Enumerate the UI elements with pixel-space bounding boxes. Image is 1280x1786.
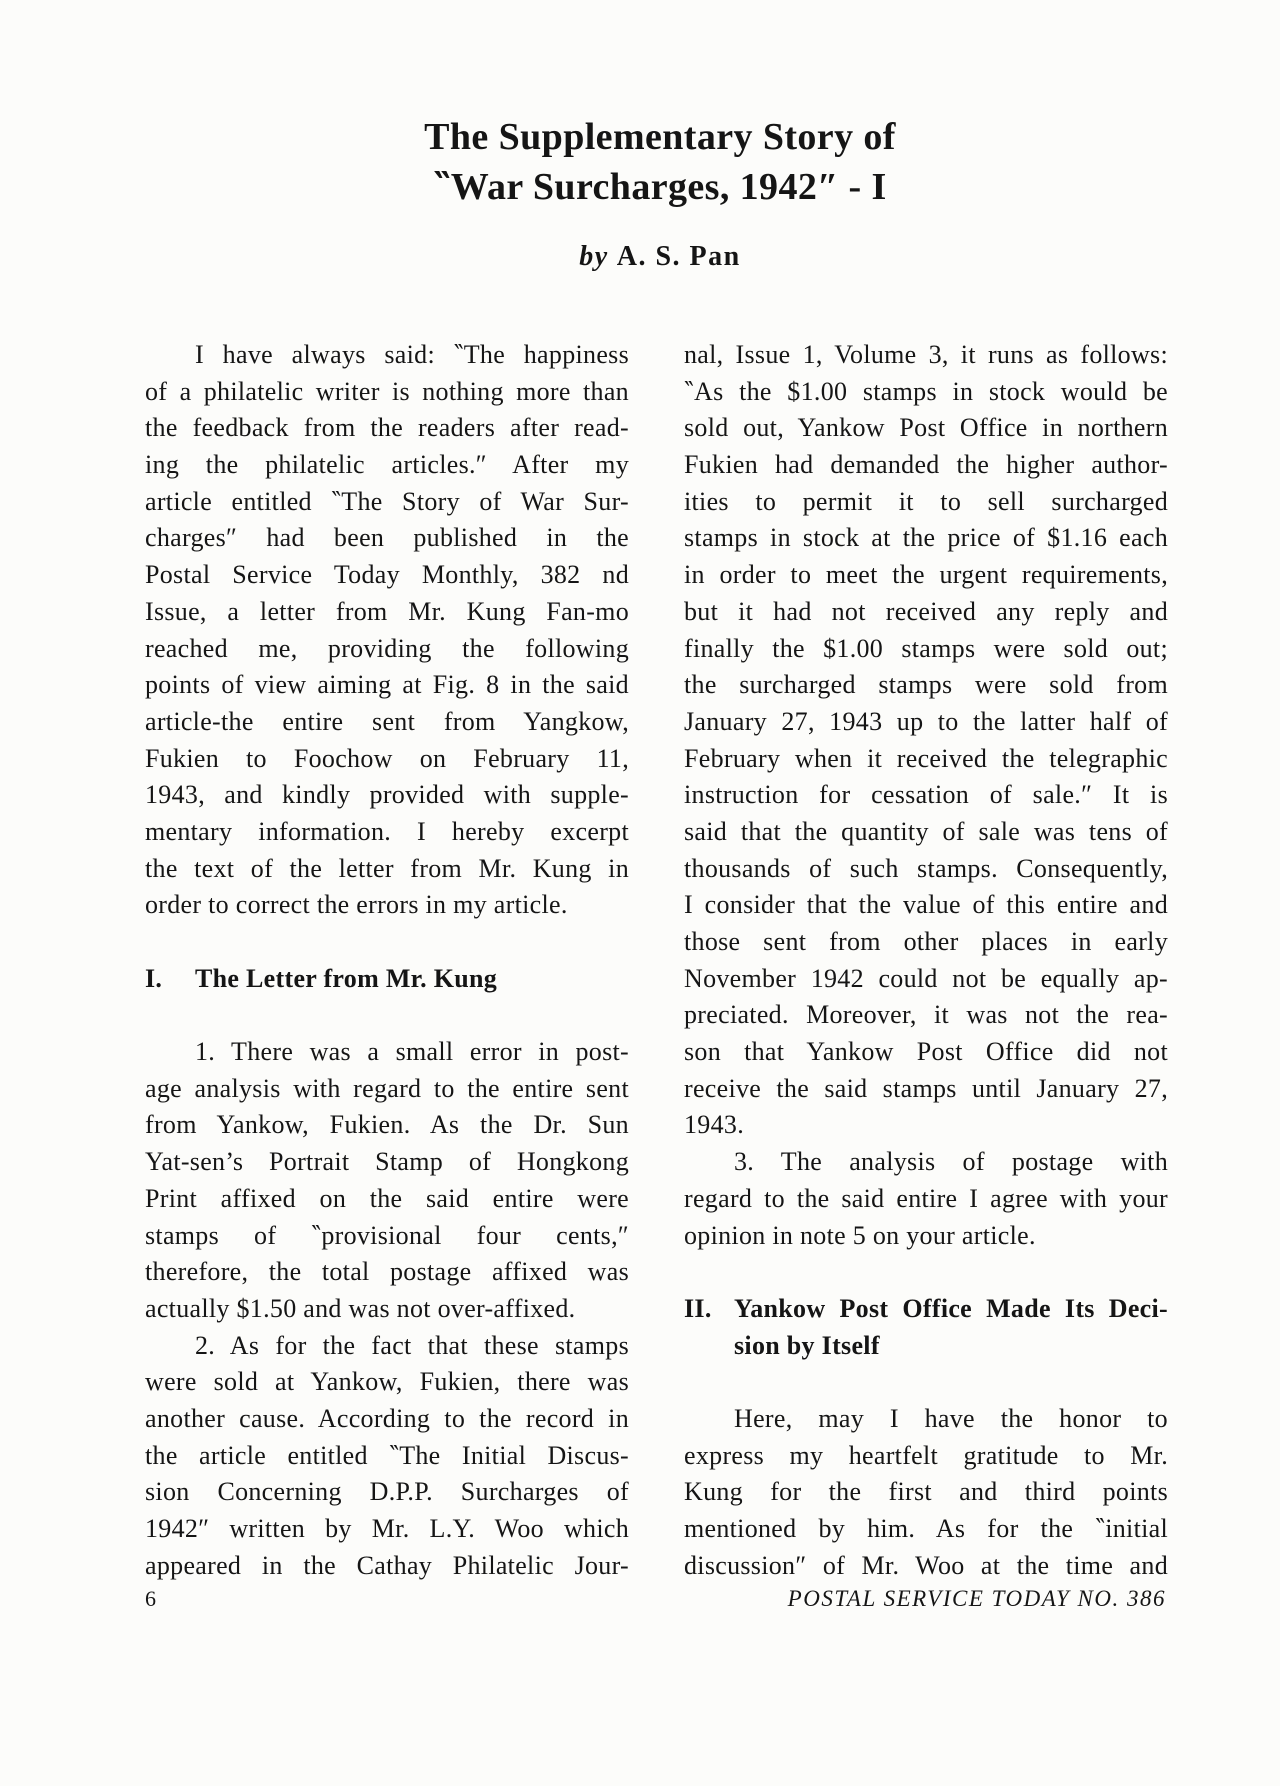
text-line: receive the said stamps until January 27, [684,1073,1168,1103]
text-line: 1942″ written by Mr. L.Y. Woo which [145,1514,629,1543]
text-line: discussion″ of Mr. Woo at the time and [684,1550,1168,1580]
text-line: of a philatelic writer is nothing more than [145,376,629,406]
text-line: article entitled ‶The Story of War Sur- [145,486,629,516]
text-line: mentioned by him. As for the ‶initial [684,1514,1168,1543]
text-line: stamps of ‶provisional four cents,″ [145,1220,629,1250]
text-line: order to correct the errors in my article. [145,890,568,920]
text-line: January 27, 1943 up to the latter half of [684,706,1168,736]
text-line: Print affixed on the said entire were [145,1183,629,1213]
text-line: thousands of such stamps. Consequently, [684,853,1168,883]
text-line: appeared in the Cathay Philatelic Jour- [145,1550,629,1580]
text-line: 1943. [684,1110,744,1140]
paragraph [684,1401,1168,1584]
text-line: I have always said: ‶The happiness [195,340,629,369]
text-line: sold out, Yankow Post Office in northern [684,413,1168,443]
text-line: February when it received the telegraphic [684,743,1168,773]
text-line: Yat-sen’s Portrait Stamp of Hongkong [145,1147,629,1177]
text-line: the feedback from the readers after read- [145,413,629,443]
text-line: mentary information. I hereby excerpt [145,816,629,846]
heading-line: sion by Itself [734,1330,880,1360]
text-line: ‶As the $1.00 stamps in stock would be [684,376,1168,406]
text-line: nal, Issue 1, Volume 3, it runs as follows: [684,340,1168,369]
text-line: sion Concerning D.P.P. Surcharges of [145,1477,629,1507]
article-column-left [145,337,629,1584]
section-heading-text [195,961,629,998]
section-heading [684,1291,1168,1364]
publication-footer: POSTAL SERVICE TODAY NO. 386 [787,1586,1166,1611]
section-number: I. [145,963,163,993]
text-line: ities to permit it to sell surcharged [684,486,1168,516]
title-line: The Supplementary Story of [424,116,896,158]
text-line: age analysis with regard to the entire sent [145,1073,629,1103]
text-line: were sold at Yankow, Fukien, there was [145,1367,629,1397]
author-name: A. S. Pan [616,241,741,272]
text-line: from Yankow, Fukien. As the Dr. Sun [145,1110,629,1140]
text-line: Here, may I have the honor to [734,1403,1168,1433]
text-line: another cause. According to the record in [145,1403,629,1433]
article-column-right [684,337,1168,1584]
text-line: 2. As for the fact that these stamps [195,1330,629,1360]
paragraph [684,337,1168,1144]
section-heading-text [734,1291,1168,1364]
text-line: in order to meet the urgent requirements, [684,560,1168,590]
title-line: ‶War Surcharges, 1942″ - I [433,166,887,208]
paragraph [684,1144,1168,1254]
paragraph [145,1034,629,1328]
text-line: I consider that the value of this entire and [684,890,1168,920]
paragraph [145,337,629,924]
page-number: 6 [145,1586,156,1611]
section-heading [145,961,629,998]
text-line: Issue, a letter from Mr. Kung Fan-mo [145,596,629,626]
text-line: opinion in note 5 on your article. [684,1220,1036,1250]
text-line: reached me, providing the following [145,633,629,663]
text-line: stamps in stock at the price of $1.16 each [684,523,1168,553]
text-line: preciated. Moreover, it was not the rea- [684,1000,1168,1030]
text-line: son that Yankow Post Office did not [684,1037,1168,1067]
byline-prefix: by [579,241,609,272]
text-line: points of view aiming at Fig. 8 in the said [145,670,629,700]
text-line: actually $1.50 and was not over-affixed. [145,1293,576,1323]
text-line: the article entitled ‶The Initial Discus- [145,1440,629,1470]
text-line: ing the philatelic articles.″ After my [145,450,629,480]
heading-line: The Letter from Mr. Kung [195,963,498,993]
article-title [150,112,1170,212]
text-line: finally the $1.00 stamps were sold out; [684,633,1168,663]
text-line: the surcharged stamps were sold from [684,670,1168,700]
text-line: said that the quantity of sale was tens of [684,816,1168,846]
text-line: Postal Service Today Monthly, 382 nd [145,560,629,590]
text-line: the text of the letter from Mr. Kung in [145,853,629,883]
text-line: 1943, and kindly provided with supple- [145,780,629,810]
paragraph [145,1328,629,1585]
text-line: Fukien had demanded the higher author- [684,450,1168,480]
text-line: Kung for the first and third points [684,1477,1168,1507]
text-line: those sent from other places in early [684,927,1168,956]
text-line: November 1942 could not be equally ap- [684,963,1168,993]
text-line: 3. The analysis of postage with [734,1147,1168,1177]
text-line: 1. There was a small error in post- [195,1037,629,1067]
heading-line: Yankow Post Office Made Its Deci- [734,1293,1168,1323]
text-line: Fukien to Foochow on February 11, [145,743,629,773]
text-line: but it had not received any reply and [684,596,1168,626]
text-line: instruction for cessation of sale.″ It is [684,780,1168,810]
text-line: therefore, the total postage affixed was [145,1257,629,1287]
text-line: regard to the said entire I agree with your [684,1183,1168,1213]
text-line: express my heartfelt gratitude to Mr. [684,1440,1168,1470]
byline [150,237,1170,277]
section-number: II. [684,1293,712,1323]
text-line: charges″ had been published in the [145,523,629,553]
text-line: article-the entire sent from Yangkow, [145,706,629,736]
